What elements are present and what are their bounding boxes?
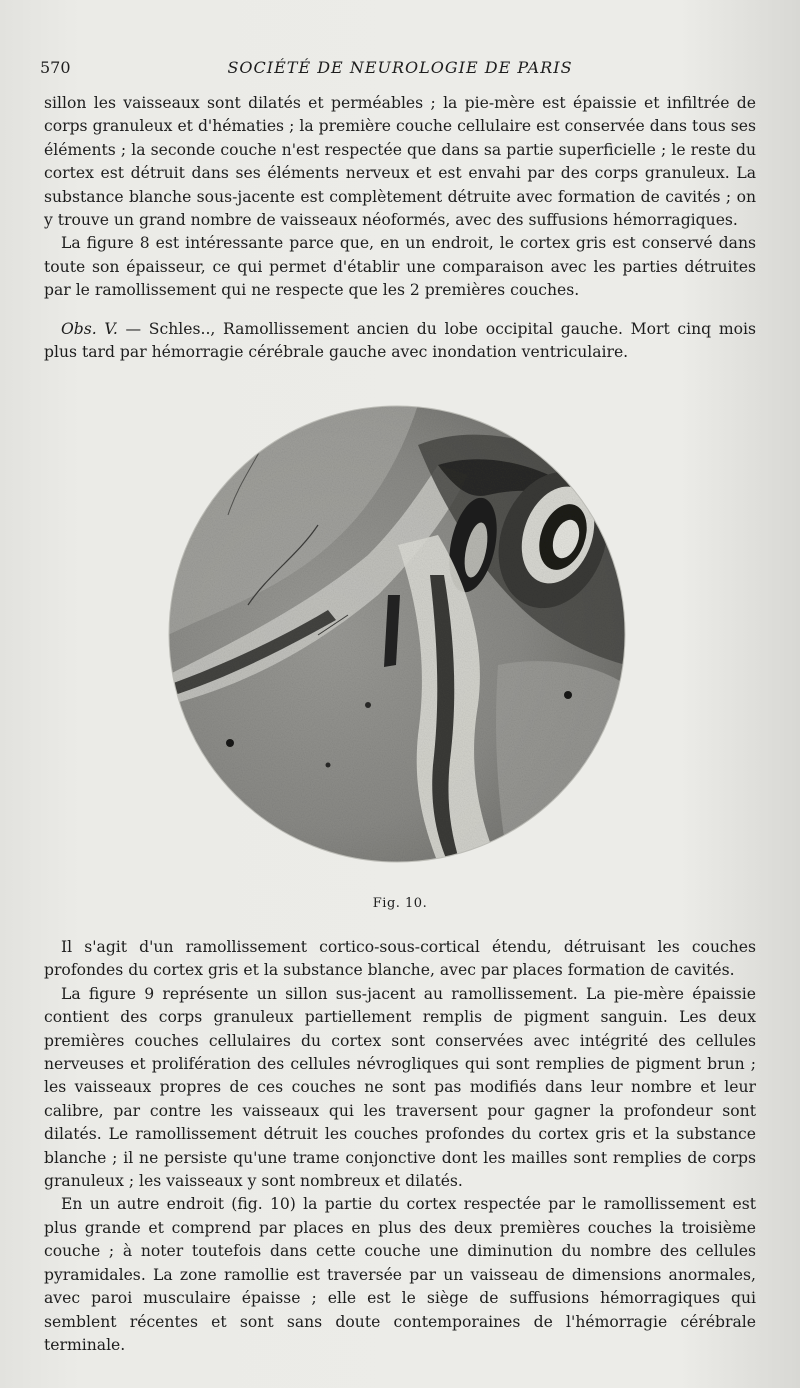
journal-title: SOCIÉTÉ DE NEUROLOGIE DE PARIS [227,58,573,77]
text-block-bottom [44,936,756,1357]
text-block-top [44,92,756,303]
micrograph-image [168,405,626,863]
paragraph: sillon les vaisseaux sont dilatés et perméables ; la pie-mère est épaissie et infiltrée de corps granuleux et d'hématies ; la première couche cellulaire est conservée dans tous ses éléments ; la seconde couche n'est respectée que dans sa partie superficielle ; le reste du cortex est détruit dans ses éléments nerveux et est envahi par des corps granuleux. La substance blanche sous-jacente est complètement détruite avec formation de cavités ; on y trouve un grand nombre de vaisseaux néoformés, avec des suffusions hémorragiques. [44,94,756,230]
page-number: 570 [40,58,71,77]
paragraph: Il s'agit d'un ramollissement cortico-sous-cortical étendu, détruisant les couches profondes du cortex gris et la substance blanche, avec par places formation de cavités. [44,938,756,980]
observation-text: — Schles.., Ramollissement ancien du lobe occipital gauche. Mort cinq mois plus tard par hémorragie cérébrale gauche avec inondation ventriculaire. [44,320,756,362]
paragraph: La figure 9 représente un sillon sus-jacent au ramollissement. La pie-mère épaissie contient des corps granuleux partiellement remplis de pigment sanguin. Les deux premières couches cellulaires du cortex sont conservées avec intégrité des cellules nerveuses et prolifération des cellules névrogliques qui sont remplies de pigment brun ; les vaisseaux propres de ces couches ne sont pas modifiés dans leur nombre et leur calibre, par contre les vaisseaux qui les traversent pour gagner la profondeur sont dilatés. Le ramollissement détruit les couches profondes du cortex gris et la substance blanche ; il ne persiste qu'une trame conjonctive dont les mailles sont remplies de corps granuleux ; les vaisseaux y sont nombreux et dilatés. [44,984,756,1191]
paragraph: La figure 8 est intéressante parce que, en un endroit, le cortex gris est conservé dans toute son épaisseur, ce qui permet d'établir une comparaison avec les parties détruites par le ramollissement qui ne respecte que les 2 premières couches. [44,234,756,300]
observation-paragraph [44,318,756,365]
observation-block [44,318,756,365]
running-head [40,58,760,82]
observation-label: Obs. V. [61,320,118,338]
micrograph-figure [168,405,626,863]
paragraph: En un autre endroit (fig. 10) la partie du cortex respectée par le ramollissement est plus grande et comprend par places en plus des deux premières couches la troisième couche ; à noter toutefois dans cette couche une diminution du nombre des cellules pyramidales. La zone ramollie est traversée par un vaisseau de dimensions anormales, avec paroi musculaire épaisse ; elle est le siège de suffusions hémorragiques qui semblent récentes et sont sans doute contemporaines de l'hémorragie cérébrale terminale. [44,1195,756,1354]
figure-caption: Fig. 10. [372,896,428,911]
